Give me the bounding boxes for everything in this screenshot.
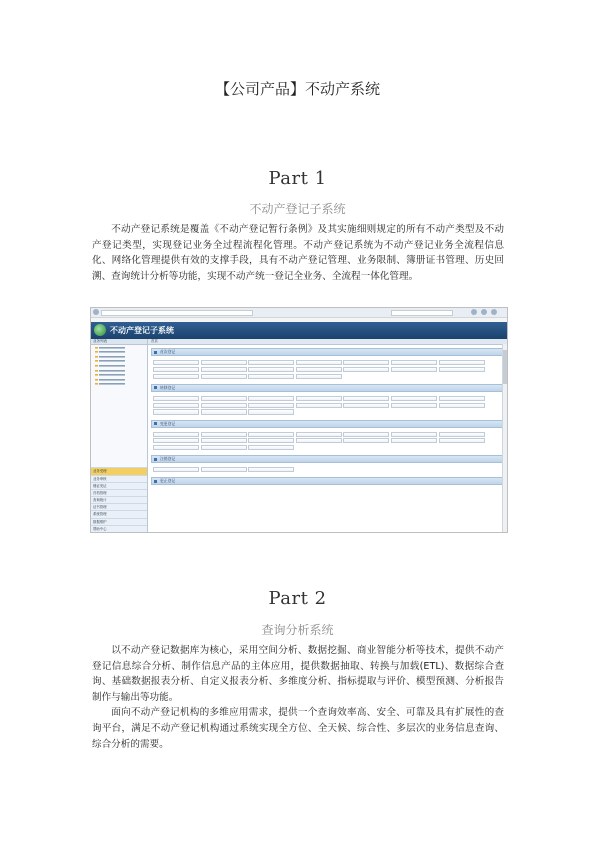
business-button	[439, 360, 485, 365]
gear-icon	[491, 309, 497, 315]
business-button	[153, 374, 199, 379]
tree-item	[95, 373, 125, 377]
business-button	[343, 396, 389, 401]
business-button	[391, 432, 437, 437]
sidebar-menu-item: 查询统计	[91, 496, 147, 503]
app-sidebar	[91, 339, 148, 532]
part1-paragraph	[92, 222, 504, 284]
business-button	[153, 367, 199, 372]
business-button	[296, 438, 342, 443]
scrollbar-thumb	[503, 350, 507, 384]
section-buttons	[151, 394, 504, 417]
business-button	[201, 374, 247, 379]
business-button	[248, 467, 294, 472]
tree-item	[95, 350, 125, 354]
business-button	[201, 409, 247, 414]
sidebar-menu-item: 缮证发证	[91, 482, 147, 489]
sidebar-menu-item: 归档管理	[91, 489, 147, 496]
sidebar-menu-item: 证书管理	[91, 503, 147, 510]
star-icon	[481, 309, 487, 315]
tree-item	[95, 368, 125, 372]
sidebar-menu-item: 帮助中心	[91, 525, 147, 532]
business-button	[248, 367, 294, 372]
section-header: 首次登记	[151, 348, 504, 356]
business-button	[153, 409, 199, 414]
business-button	[248, 396, 294, 401]
section-header: 变更登记	[151, 420, 504, 428]
browser-search-box	[391, 310, 453, 316]
business-button	[153, 403, 199, 408]
part1-heading: Part 1	[268, 168, 327, 189]
business-button	[248, 374, 294, 379]
business-button	[201, 432, 247, 437]
section-buttons	[151, 358, 504, 381]
business-button	[201, 445, 247, 450]
business-button	[248, 438, 294, 443]
business-button	[439, 403, 485, 408]
business-button	[153, 467, 199, 472]
business-button	[201, 367, 247, 372]
business-button	[201, 403, 247, 408]
business-button	[296, 396, 342, 401]
business-button	[153, 438, 199, 443]
business-button	[391, 403, 437, 408]
business-button	[248, 432, 294, 437]
business-button	[296, 367, 342, 372]
address-bar	[101, 310, 253, 316]
vertical-scrollbar	[502, 344, 507, 532]
section-header: 更正登记	[151, 477, 504, 485]
business-button	[391, 367, 437, 372]
part2-paragraph: 面向不动产登记机构的多维应用需求，提供一个查询效率高、安全、可靠及具有扩展性的查询平台，满足不动产登记机构通过系统实现全方位、全天候、综合性、多层次的业务信息查询、综合分析的需要。	[92, 707, 504, 750]
part1-subtitle: 不动产登记子系统	[249, 202, 346, 216]
part1-paragraph-text: 不动产登记系统是覆盖《不动产登记暂行条例》及其实施细则规定的所有不动产类型及不动产登记类型，实现登记业务全过程流程化管理。不动产登记系统为不动产登记业务全流程信息化、网络化管理提供有效的支撑手段，具有不动产登记管理、业务限制、簿册证书管理、历史回溯、查询统计分析等功能，实现不动产统一登记全业务、全流程一体化管理。	[92, 224, 504, 282]
part2-paragraph: 以不动产登记数据库为核心，采用空间分析、数据挖掘、商业智能分析等技术，提供不动产登记信息综合分析、制作信息产品的主体应用，提供数据抽取、转换与加载(ETL)、数据综合查询、基础数据报表分析、自定义报表分析、多维度分析、指标提取与评价、模型预测、分析报告制作与输出等功能。	[92, 645, 504, 703]
business-button	[343, 367, 389, 372]
business-button	[391, 438, 437, 443]
section-buttons	[151, 465, 504, 474]
back-icon	[93, 309, 99, 315]
sidebar-menu-item: 数据维护	[91, 518, 147, 525]
business-button	[391, 360, 437, 365]
business-button	[248, 403, 294, 408]
business-button	[439, 367, 485, 372]
business-button	[248, 445, 294, 450]
business-button	[201, 396, 247, 401]
business-button	[391, 396, 437, 401]
tab-home: 首页	[148, 339, 507, 345]
business-button	[201, 438, 247, 443]
business-button	[248, 360, 294, 365]
part2-paragraphs	[92, 643, 504, 752]
business-button	[248, 409, 294, 414]
system-screenshot	[90, 307, 508, 533]
sidebar-menu-item: 业务审核	[91, 475, 147, 482]
business-button	[343, 438, 389, 443]
browser-toolbar	[91, 308, 507, 318]
business-button	[439, 438, 485, 443]
app-title: 不动产登记子系统	[110, 326, 174, 335]
tree-item	[95, 382, 125, 386]
business-button	[296, 403, 342, 408]
app-header	[91, 322, 507, 339]
business-button	[153, 445, 199, 450]
app-logo-icon	[94, 324, 106, 336]
business-button	[296, 360, 342, 365]
document-title: 【公司产品】不动产系统	[214, 80, 380, 98]
section-header: 注销登记	[151, 455, 504, 463]
sidebar-menu	[91, 467, 147, 532]
business-button	[439, 432, 485, 437]
business-button	[343, 403, 389, 408]
part2-heading: Part 2	[268, 588, 327, 609]
sidebar-menu-item: 业务受理	[91, 467, 147, 474]
tree-item	[95, 345, 125, 349]
tree-item	[95, 377, 125, 381]
business-button	[296, 432, 342, 437]
tree-item	[95, 364, 125, 368]
sidebar-menu-item: 系统管理	[91, 510, 147, 517]
home-icon	[471, 309, 477, 315]
sidebar-header: 业务列表	[91, 339, 147, 345]
business-button	[153, 432, 199, 437]
business-button	[343, 360, 389, 365]
business-button	[201, 360, 247, 365]
business-button	[201, 467, 247, 472]
business-button	[153, 360, 199, 365]
section-header: 转移登记	[151, 384, 504, 392]
app-main-panel	[148, 339, 507, 532]
business-button	[343, 432, 389, 437]
business-button	[153, 396, 199, 401]
section-buttons	[151, 430, 504, 453]
part2-subtitle: 查询分析系统	[261, 623, 334, 637]
tree-item	[95, 355, 125, 359]
business-button	[439, 396, 485, 401]
tree-item	[95, 359, 125, 363]
business-button	[296, 374, 342, 379]
